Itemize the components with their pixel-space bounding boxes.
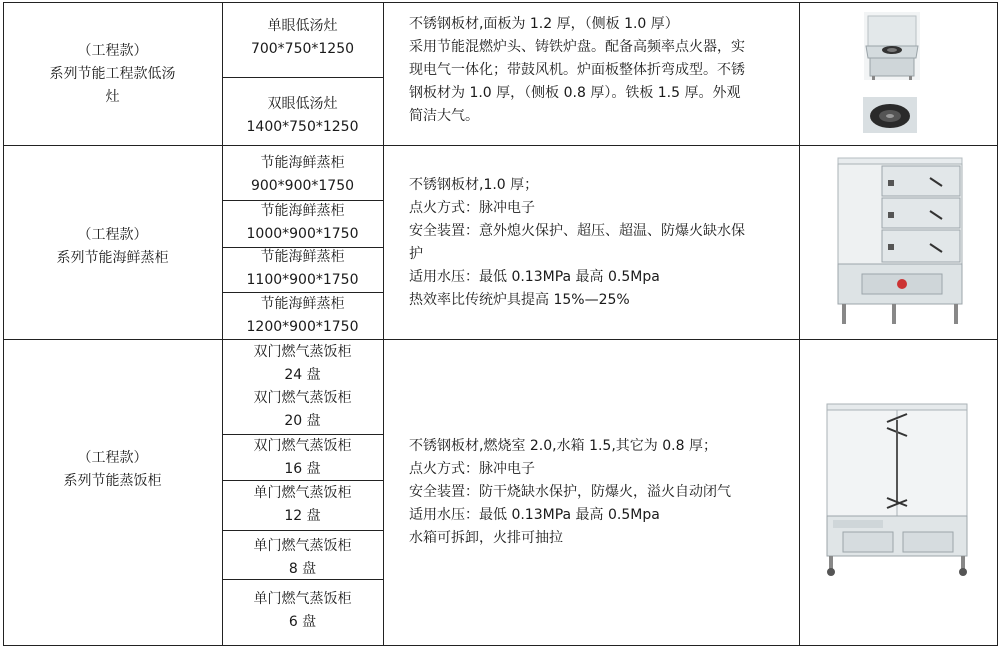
- spec-size: 1100*900*1750: [246, 272, 359, 288]
- table-border-top: [3, 2, 998, 3]
- category-line: 系列节能海鲜蒸柜: [56, 250, 169, 266]
- spec-name: 单门燃气蒸饭柜: [253, 538, 352, 554]
- spec-name: 双眼低汤灶: [267, 96, 338, 112]
- category-line: （工程款）: [77, 450, 148, 466]
- category-line: （工程款）: [77, 43, 148, 59]
- spec-size: 1200*900*1750: [246, 319, 359, 335]
- category-line: （工程款）: [77, 227, 148, 243]
- description-line: 点火方式：脉冲电子: [409, 461, 535, 477]
- seafood-steamer-photo: [832, 156, 967, 326]
- description-line: 现电气一体化；带鼓风机。炉面板整体折弯成型。不锈: [409, 62, 745, 78]
- category-line: 灶: [105, 89, 120, 105]
- spec-divider: [222, 530, 383, 531]
- description-cell: [409, 435, 794, 550]
- spec-cell: [223, 482, 382, 528]
- category-line: 系列节能工程款低汤: [49, 66, 176, 82]
- spec-cell: [223, 93, 382, 139]
- description-line: 适用水压：最低 0.13MPa 最高 0.5Mpa: [409, 269, 660, 285]
- low-soup-stove-photo: [862, 10, 922, 82]
- spec-name: 单门燃气蒸饭柜: [253, 591, 352, 607]
- description-line: 简洁大气。: [409, 108, 479, 124]
- column-divider-2: [383, 2, 384, 646]
- spec-size: 24 盘: [284, 367, 321, 383]
- description-line: 水箱可拆卸，火排可抽拉: [409, 530, 563, 546]
- description-line: 热效率比传统炉具提高 15%—25%: [409, 292, 630, 308]
- description-line: 护: [409, 246, 423, 262]
- burner-detail-photo: [862, 96, 918, 134]
- description-line: 不锈钢板材,面板为 1.2 厚，（侧板 1.0 厚）: [409, 16, 679, 32]
- spec-size: 20 盘: [284, 413, 321, 429]
- description-line: 不锈钢板材,1.0 厚；: [409, 177, 539, 193]
- row-divider-1: [3, 145, 998, 146]
- spec-name: 节能海鲜蒸柜: [260, 249, 345, 265]
- category-cell: [4, 224, 221, 270]
- description-line: 采用节能混燃炉头、铸铁炉盘。配备高频率点火器，实: [409, 39, 745, 55]
- row-divider-2: [3, 339, 998, 340]
- spec-cell: [223, 15, 382, 61]
- spec-size: 12 盘: [284, 508, 321, 524]
- category-line: 系列节能蒸饭柜: [63, 473, 162, 489]
- spec-cell: [223, 535, 382, 581]
- table-border-right: [997, 2, 998, 646]
- column-divider-3: [799, 2, 800, 646]
- spec-size: 700*750*1250: [250, 41, 355, 57]
- spec-name: 单门燃气蒸饭柜: [253, 485, 352, 501]
- spec-cell: [223, 341, 382, 433]
- spec-name: 节能海鲜蒸柜: [260, 203, 345, 219]
- spec-size: 1000*900*1750: [246, 226, 359, 242]
- spec-cell: [223, 293, 382, 339]
- spec-name: 双门燃气蒸饭柜: [253, 438, 352, 454]
- spec-cell: [223, 246, 382, 292]
- spec-name: 双门燃气蒸饭柜: [253, 390, 352, 406]
- spec-size: 8 盘: [288, 561, 317, 577]
- spec-name: 单眼低汤灶: [267, 18, 338, 34]
- spec-cell: [223, 435, 382, 481]
- spec-cell: [223, 588, 382, 634]
- spec-size: 16 盘: [284, 461, 321, 477]
- description-line: 适用水压：最低 0.13MPa 最高 0.5Mpa: [409, 507, 660, 523]
- description-cell: [409, 174, 794, 312]
- category-cell: [4, 447, 221, 493]
- description-cell: [409, 13, 794, 128]
- spec-name: 节能海鲜蒸柜: [260, 155, 345, 171]
- spec-name: 双门燃气蒸饭柜: [253, 344, 352, 360]
- description-line: 钢板材为 1.0 厚，（侧板 0.8 厚）。铁板 1.5 厚。外观: [409, 85, 741, 101]
- table-border-bottom: [3, 645, 998, 646]
- description-line: 不锈钢板材,燃烧室 2.0,水箱 1.5,其它为 0.8 厚；: [409, 438, 717, 454]
- spec-size: 6 盘: [288, 614, 317, 630]
- category-cell: [4, 40, 221, 109]
- description-line: 点火方式：脉冲电子: [409, 200, 535, 216]
- rice-steamer-photo: [823, 402, 971, 578]
- spec-name: 节能海鲜蒸柜: [260, 296, 345, 312]
- spec-cell: [223, 152, 382, 198]
- spec-divider: [222, 77, 383, 78]
- spec-size: 900*900*1750: [250, 178, 355, 194]
- description-line: 安全装置：意外熄火保护、超压、超温、防爆火缺水保: [409, 223, 745, 239]
- spec-size: 1400*750*1250: [246, 119, 359, 135]
- spec-cell: [223, 200, 382, 246]
- description-line: 安全装置：防干烧缺水保护，防爆火，溢火自动闭气: [409, 484, 731, 500]
